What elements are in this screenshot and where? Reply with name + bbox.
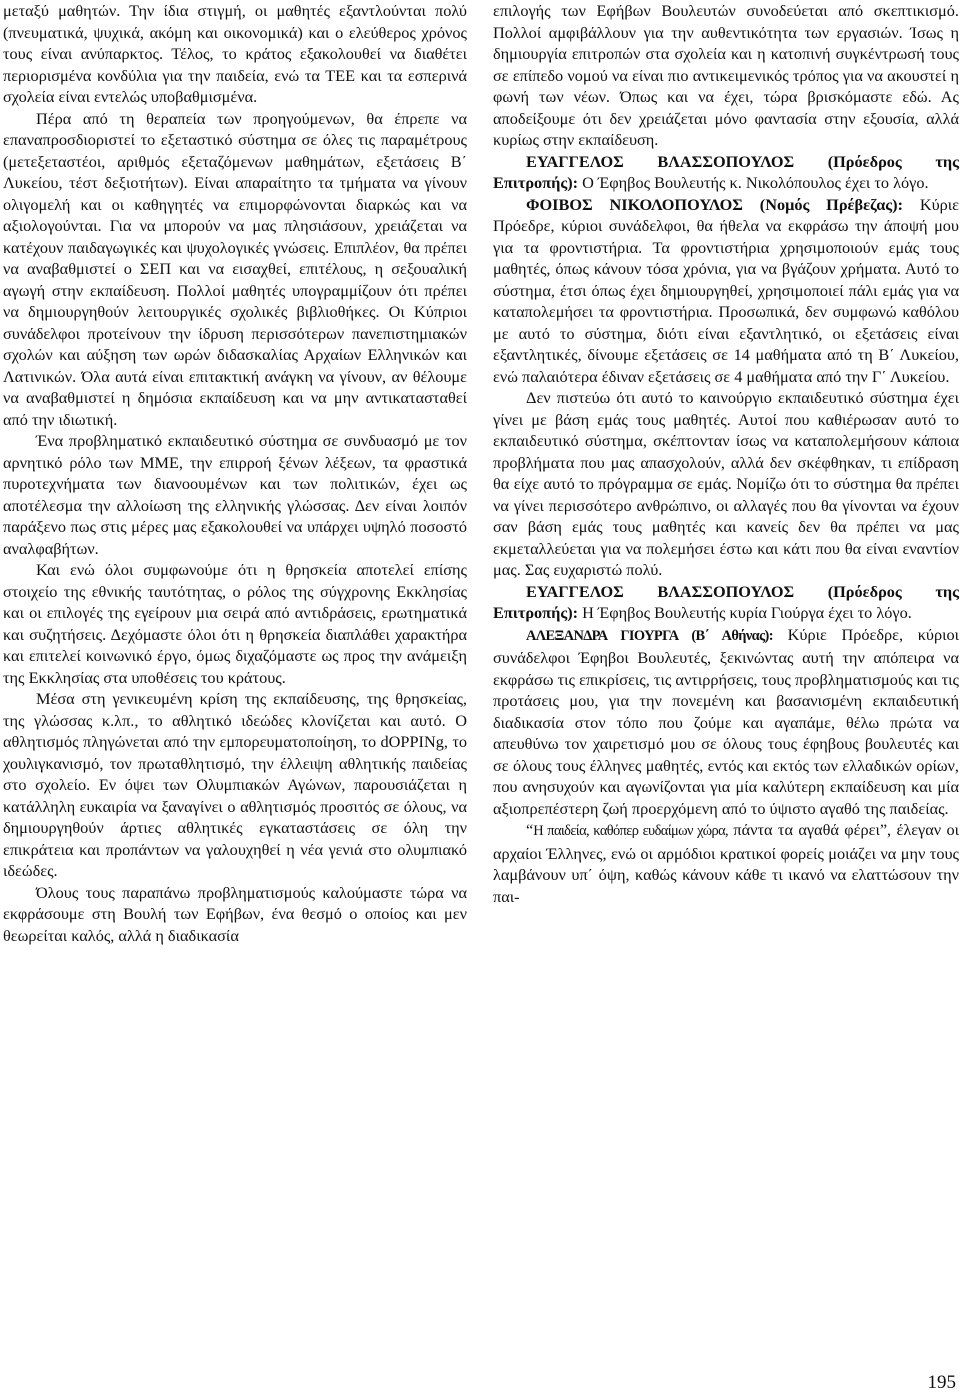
left-column bbox=[3, 0, 467, 946]
speaker-name: ΑΛΕΞΑΝΔΡΑ ΓΙΟΥΡΓΑ (Β΄ Αθήνας): bbox=[526, 627, 773, 644]
speech-text: Η Έφηβος Βουλευτής κυρία Γιούργα έχει το λόγο. bbox=[578, 603, 912, 622]
paragraph: Και ενώ όλοι συμφωνούμε ότι η θρησκεία αποτελεί επίσης στοιχείο της εθνικής ταυτότητας, ο ρόλος της σύγχρονης Εκκλησίας και οι επιλογές της εγείρουν μια σειρά από αντιδράσεις, ερωτηματικά και συζητήσεις. Δεχόμαστε όλοι ότι η θρησκεία διαπλάθει χαρακτήρα και επιτελεί κοινωνικό έργο, όμως διχαζόμαστε ως προς την ανάμειξη της Εκκλησίας στα υποθέσεις του κράτους. bbox=[3, 560, 467, 687]
paragraph: επιλογής των Εφήβων Βουλευτών συνοδεύεται από σκεπτικισμό. Πολλοί αμφιβάλλουν για την αυθεντικότητα των εργασιών. Ίσως η δημιουργία επιτροπών στα σχολεία και η κατοπινή συγκέντρωσή τους σε επίπεδο νομού να είναι πιο αντικειμενικός τρόπος για να ακουστεί η φωνή των νέων. Όπως και να έχει, τώρα βρισκόμαστε εδώ. Ας αποδείξουμε ότι δεν χρειάζεται μόνο φαντασία στην εξουσία, αλλά κυρίως στην εκπαίδευση. bbox=[493, 1, 959, 149]
speech-text: Κύριε Πρόεδρε, κύριοι συνάδελφοι, θα ήθελα να εκφράσω την άποψή μου για τα φροντιστήρια. Τα φροντιστήρια χρησιμοποιούν εμάς τους μαθητές, όπως κάνουν τόσα χρόνια, για να βγάζουν χρήματα. Αυτό το σύστημα, έτσι όπως έχει δημιουργηθεί, χρησιμοποιεί πάλι εμάς για να καταπολεμήσει τα φροντιστήρια. Προσωπικά, δεν συμφωνώ καθόλου με αυτό το σύστημα, διότι είναι εξαντλητικό, οι εξετάσεις είναι εξαντλητικές, δίνουμε εξετάσεις σε 14 μαθήματα από τη Β΄ Λυκείου, ενώ παλαιότερα έδιναν εξετάσεις σε 4 μαθήματα από την Γ΄ Λυκείου. bbox=[493, 194, 959, 386]
page-number: 195 bbox=[927, 1372, 956, 1393]
right-column bbox=[493, 0, 959, 907]
open-quote-mark: “ bbox=[526, 820, 534, 839]
speaker-paragraph bbox=[493, 624, 959, 820]
paragraph: μεταξύ μαθητών. Την ίδια στιγμή, οι μαθητές εξαντλούνται πολύ (πνευματικά, ψυχικά, ακόμη και οικονομικά) και ο ελεύθερος χρόνος τους είναι ανύπαρκτος. Τέλος, το κράτος εξακολουθεί να διαθέτει περιορισμένα κονδύλια για την παιδεία, ενώ τα ΤΕΕ και τα εσπερινά σχολεία είναι εντελώς υποβαθμισμένα. bbox=[3, 1, 467, 106]
speaker-paragraph bbox=[493, 194, 959, 388]
speaker-name: ΕΥΑΓΓΕΛΟΣ ΒΛΑΣΣΟΠΟΥΛΟΣ (Πρόεδρος της Επιτροπής): bbox=[493, 581, 959, 622]
speaker-name: ΦΟΙΒΟΣ ΝΙΚΟΛΟΠΟΥΛΟΣ (Νομός Πρέβεζας): bbox=[526, 194, 903, 214]
paragraph: Ένα προβληματικό εκπαιδευτικό σύστημα σε συνδυασμό με τον αρνητικό ρόλο των ΜΜΕ, την επιρροή ξένων λέξεων, τα φραστικά πυροτεχνήματα των διανοουμένων και των πολιτικών, έχει ως αποτέλεσμα την αλλοίωση της ελληνικής γλώσσας. Δεν είναι λοιπόν παράξενο πως στις μέρες μας εξακολουθεί να υπάρχει υψηλό ποσοστό αναλφαβήτων. bbox=[3, 431, 467, 558]
ancient-quote: Η παιδεία, καθόπερ ευδαίμων χώρα, bbox=[533, 823, 729, 839]
speech-text: Κύριε Πρόεδρε, κύριοι συνάδελφοι Έφηβοι Βουλευτές, ξεκινώντας αυτή την απόπειρα να εκφράσω τις επικρίσεις, τις αντιρρήσεις, τους προβληματισμούς και τις προτάσεις μου, για την πονεμένη και βασανισμένη εκπαιδευτική διαδικασία στον τόπο που ζούμε και αγαπάμε, θέλω πρώτα να απευθύνω τον χαιρετισμό μου σε όλους τους έφηβους βουλευτές και σε όλους τους έλληνες μαθητές, εντός και εκτός των ελλαδικών ορίων, που ανησυχούν και αγωνίζονται για μία καλύτερη εκπαίδευση και μία αξιοπρεπέστερη ζωή προερχόμενη από το ύψιστο αγαθό της παιδείας. bbox=[493, 624, 960, 818]
speaker-name: ΕΥΑΓΓΕΛΟΣ ΒΛΑΣΣΟΠΟΥΛΟΣ (Πρόεδρος της Επιτροπής): bbox=[493, 151, 959, 192]
paragraph: Δεν πιστεύω ότι αυτό το καινούργιο εκπαιδευτικό σύστημα έχει γίνει με βάση εμάς τους μαθητές. Αυτοί που καθιέρωσαν αυτό το εκπαιδευτικό σύστημα, σκέπτονταν ίσως να καταπολεμήσουν κάποια προβλήματα που μας απασχολούν, αλλά δεν σκέφθηκαν, τι επίδραση θα είχε αυτό το πρόγραμμα σε εμάς. Νομίζω ότι το σύστημα θα πρέπει να γίνει περισσότερο ανθρώπινο, οι αλλαγές που θα γίνονται να έχουν σαν βάση εμάς τους μαθητές και κανείς δεν θα πρέπει να μας εκμεταλλεύεται για να πολεμήσει έστω και κάτι που θα είναι εναντίον μας. Σας ευχαριστώ πολύ. bbox=[493, 388, 959, 579]
speech-text: πάντα τα αγαθά φέρει”, έλεγαν οι αρχαίοι Έλληνες, ενώ οι αρμόδιοι κρατικοί φορείς μοιάζει να μην τους λαμβάνουν υπ΄ όψη, καθώς κάνουν κάθε τι ικανό να ελαττώσουν την παι- bbox=[493, 820, 960, 906]
paragraph: Μέσα στη γενικευμένη κρίση της εκπαίδευσης, της θρησκείας, της γλώσσας κ.λπ., το αθλητικό ιδεώδες κλονίζεται και αυτό. Ο αθλητισμός πληγώνεται από την εμπορευματοποίηση, το dOPPINg, το χουλιγκανισμό, τον πρωταθλητισμό, την έλλειψη αθλητικής παιδείας στο σχολείο. Εν όψει των Ολυμπιακών Αγώνων, παρουσιάζεται η κατάλληλη ευκαιρία να ξαναγίνει ο αθλητισμός προσιτός σε όλους, να δημιουργηθούν άρτιες αθλητικές εγκαταστάσεις σε όλη την επικράτεια και προπάντων να γαλουχηθεί η νέα γενιά στο ολυμπιακό ιδεώδες. bbox=[3, 689, 467, 880]
quote-paragraph bbox=[493, 819, 959, 907]
speaker-paragraph bbox=[493, 151, 959, 194]
speaker-paragraph bbox=[493, 581, 959, 624]
speech-text: Ο Έφηβος Βουλευτής κ. Νικολόπουλος έχει το λόγο. bbox=[578, 173, 929, 192]
paragraph: Όλους τους παραπάνω προβληματισμούς καλούμαστε τώρα να εκφράσουμε στη Βουλή των Εφήβων, ένα θεσμό ο οποίος και μεν θεωρείται καλός, αλλά η διαδικασία bbox=[3, 882, 467, 945]
paragraph: Πέρα από τη θεραπεία των προηγούμενων, θα έπρεπε να επαναπροσδιοριστεί το εξεταστικό σύστημα σε όλες τις παραμέτρους (μετεξεταστέοι, αριθμός εξεταζόμενων μαθημάτων, εξετάσεις Β΄ Λυκείου, τέστ δεξιοτήτων). Είναι απαραίτητο τα τμήματα να γίνουν ολιγομελή και οι καθηγητές να επιμορφώνονται διαρκώς και να αξιολογούνται. Για να μπορούν να μας πλησιάσουν, χρειάζεται να κατέχουν παιδαγωγικές και ψυχολογικές γνώσεις. Επιπλέον, θα πρέπει να αναβαθμιστεί ο ΣΕΠ και να εισαχθεί, επιτέλους, η σεξουαλική αγωγή στην εκπαίδευση. Πολλοί μαθητές υπογραμμίζουν ότι πρέπει να δημιουργηθούν λειτουργικές σχολικές βιβλιοθήκες. Οι Κύπριοι συνάδελφοι προτείνουν την ίδρυση περισσότερων πανεπιστημιακών σχολών και αύξηση των ωρών διδασκαλίας Αρχαίων Ελληνικών και Λατινικών. Όλα αυτά είναι επιτακτική ανάγκη να γίνουν, αν θέλουμε να αναβαθμιστεί η δημόσια εκπαίδευση και να μην αντικατασταθεί από την ιδιωτική. bbox=[3, 108, 467, 429]
